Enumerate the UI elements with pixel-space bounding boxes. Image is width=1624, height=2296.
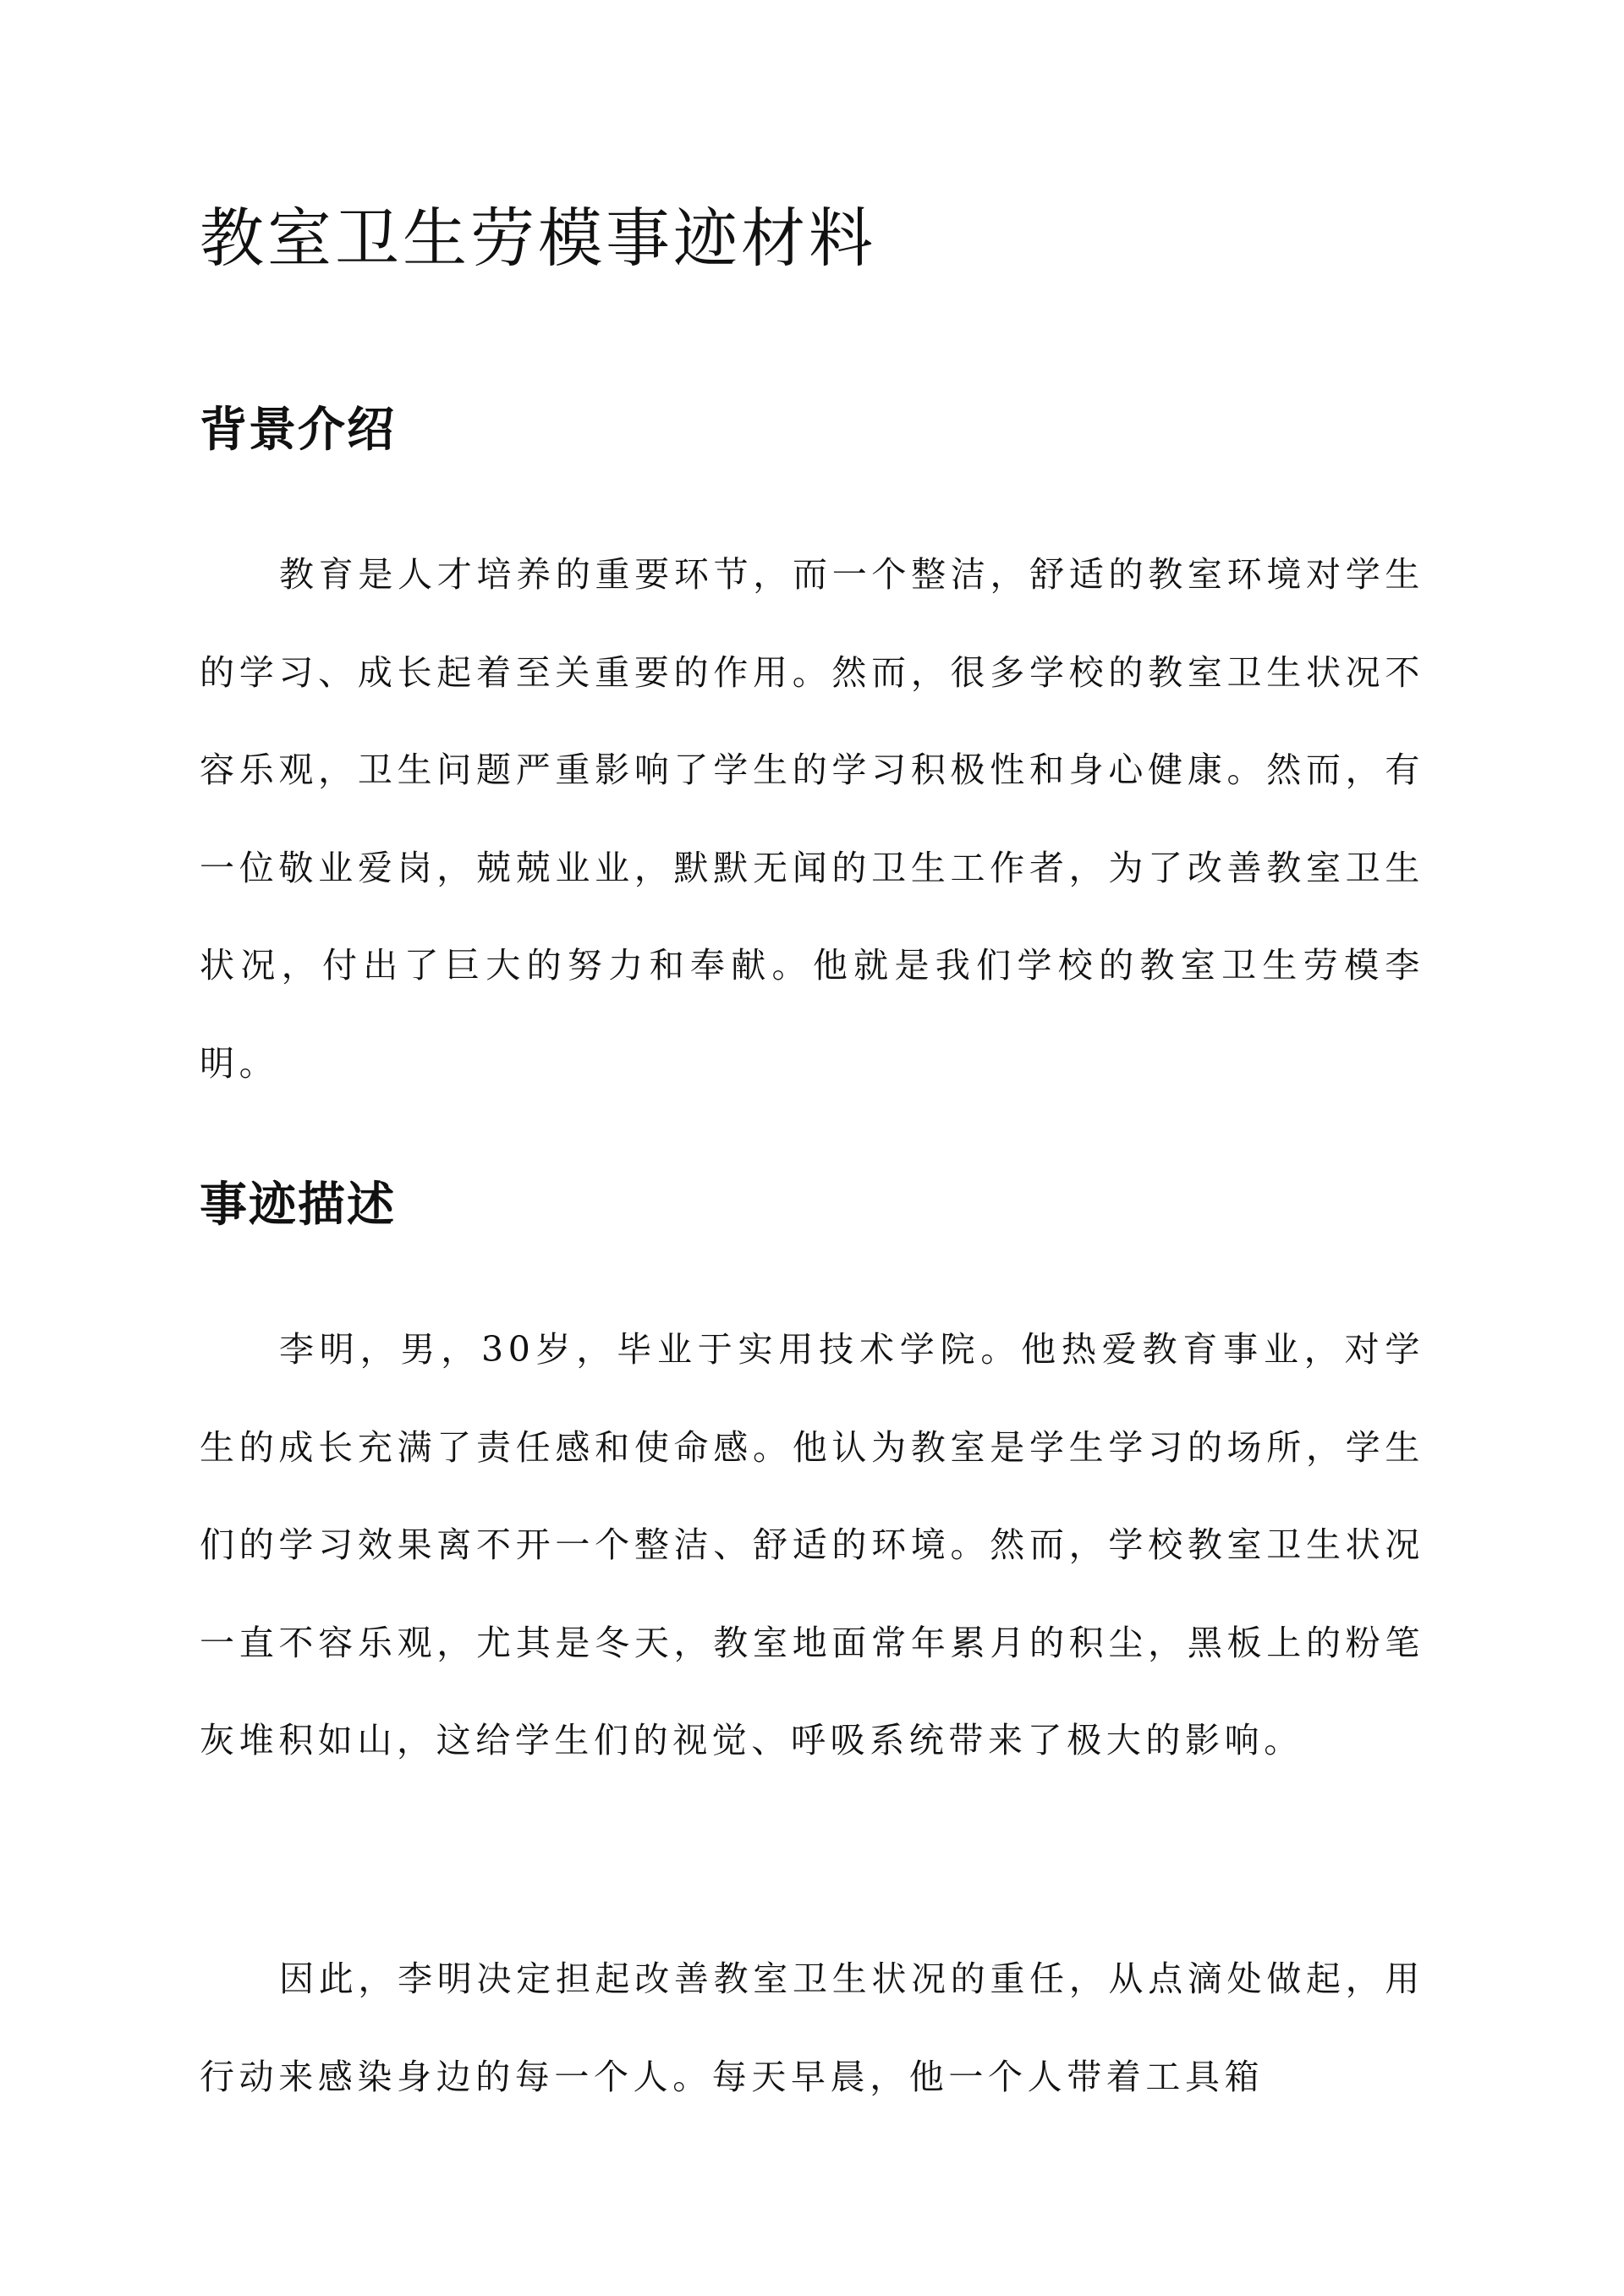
paragraph-background: 教育是人才培养的重要环节，而一个整洁，舒适的教室环境对学生的学习、成长起着至关重要的作用。然而，很多学校的教室卫生状况不容乐观，卫生问题严重影响了学生的学习积极性和身心健康。然而，有一位敬业爱岗，兢兢业业，默默无闻的卫生工作者，为了改善教室卫生状况，付出了巨大的努力和奉献。他就是我们学校的教室卫生劳模李明。 [200, 554, 1424, 1084]
section-heading-background: 背景介绍 [200, 402, 396, 458]
section-heading-deeds: 事迹描述 [200, 1177, 396, 1233]
document-title: 教室卫生劳模事迹材料 [200, 200, 876, 276]
paragraph-deeds-1: 李明，男，30岁，毕业于实用技术学院。他热爱教育事业，对学生的成长充满了责任感和使命感。他认为教室是学生学习的场所，学生们的学习效果离不开一个整洁、舒适的环境。然而，学校教室卫生状况一直不容乐观，尤其是冬天，教室地面常年累月的积尘，黑板上的粉笔灰堆积如山，这给学生们的视觉、呼吸系统带来了极大的影响。 [200, 1329, 1424, 1761]
paragraph-deeds-2: 因此，李明决定担起改善教室卫生状况的重任，从点滴处做起，用行动来感染身边的每一个人。每天早晨，他一个人带着工具箱 [200, 1958, 1424, 2097]
